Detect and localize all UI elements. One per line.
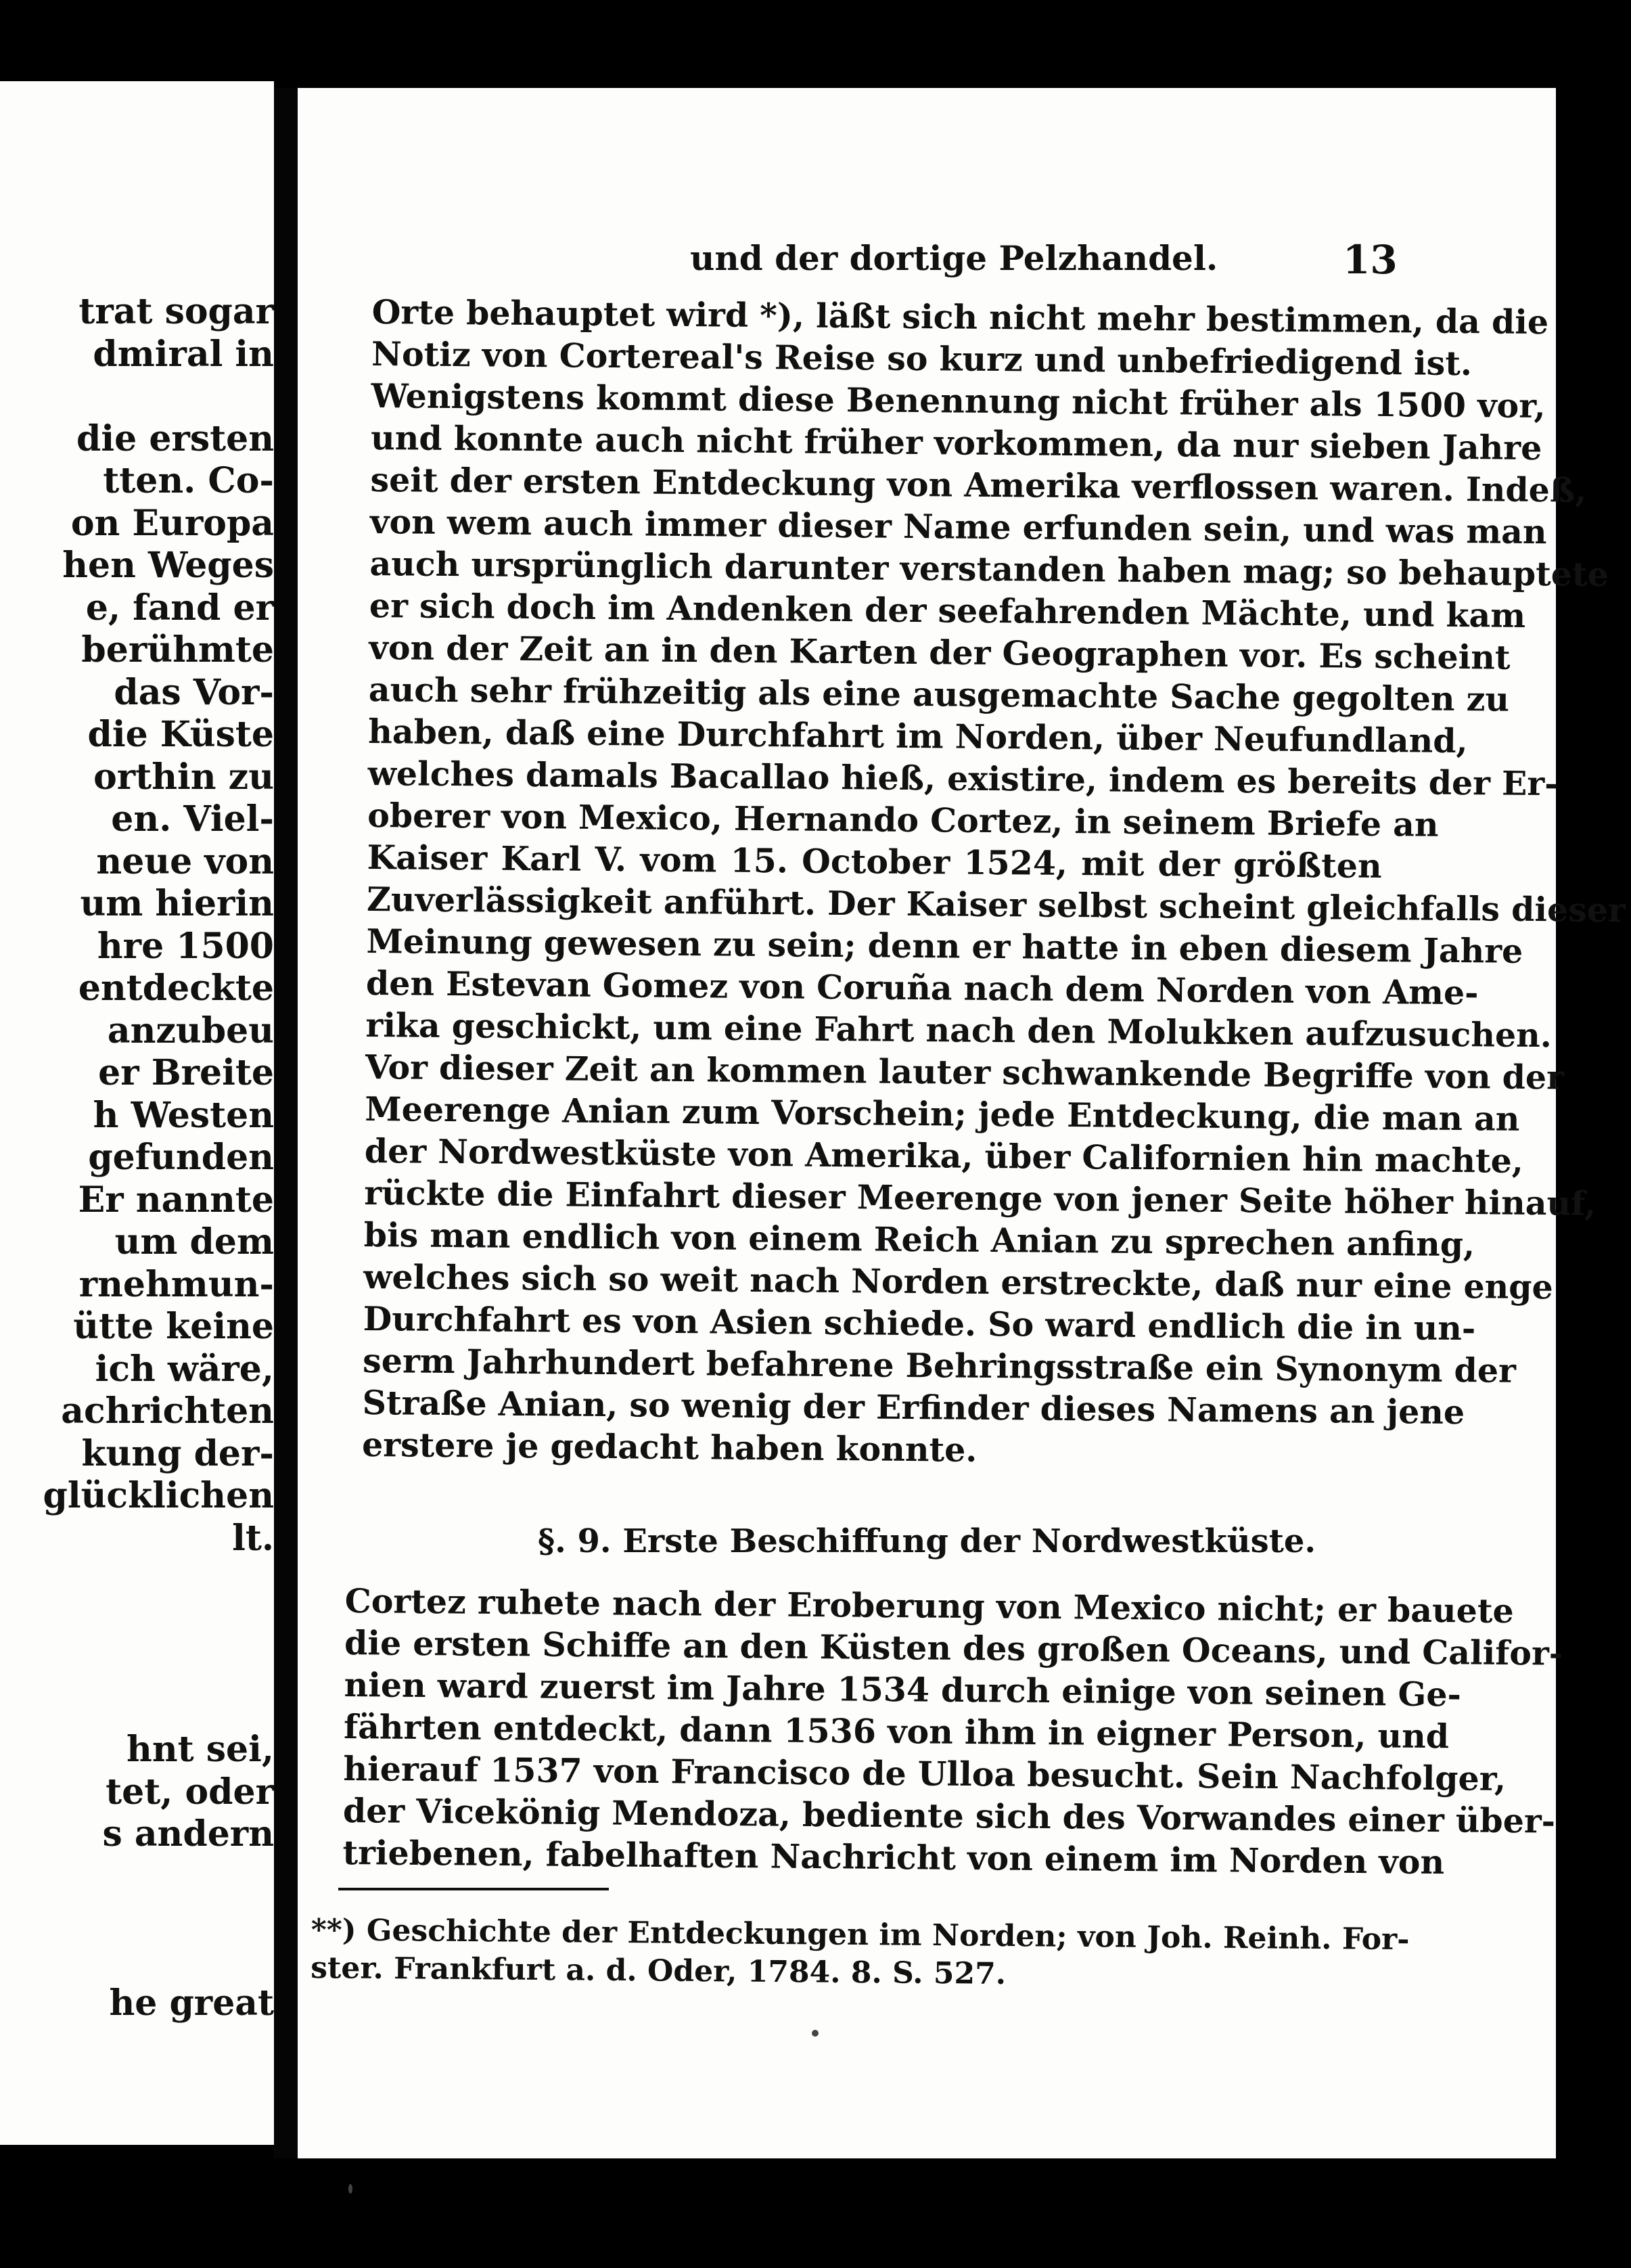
text-line: rückte die Einfahrt dieser Meerenge von jener Seite höher hinauf,: [364, 1173, 1596, 1223]
left-page-line: e, fand er: [85, 587, 274, 629]
text-line: haben, daß eine Durchfahrt im Norden, über Neufundland,: [368, 711, 1468, 761]
text-line: die ersten Schiffe an den Küsten des großen Oceans, und Califor-: [344, 1623, 1563, 1673]
left-page-line: achrichten: [61, 1390, 274, 1432]
main-page: [298, 88, 1626, 2158]
text-line: nien ward zuerst im Jahre 1534 durch einige von seinen Ge-: [344, 1664, 1462, 1715]
text-line: den Estevan Gomez von Coruña nach dem Norden von Ame-: [365, 963, 1479, 1013]
left-page-line: entdeckte: [78, 968, 274, 1009]
left-page-fragment: [0, 81, 274, 2145]
left-page-line: neue von: [96, 840, 274, 882]
text-line: Durchfahrt es von Asien schiede. So ward endlich die in un-: [363, 1298, 1476, 1348]
left-page-line: trat sogar: [78, 291, 274, 332]
text-line: von der Zeit an in den Karten der Geographen vor. Es scheint: [369, 627, 1511, 677]
left-page-line: tet, oder: [106, 1771, 274, 1813]
left-page-line: er Breite: [98, 1052, 274, 1093]
text-line: Wenigstens kommt diese Benennung nicht früher als 1500 vor,: [371, 376, 1546, 426]
section-body-text: [342, 1580, 1563, 1882]
left-page-line: hnt sei,: [127, 1729, 274, 1770]
text-line: Meerenge Anian zum Vorschein; jede Entdeckung, die man an: [365, 1089, 1520, 1139]
left-page-line: h Westen: [93, 1094, 274, 1136]
body-text: [361, 291, 1626, 1474]
print-speck: [812, 2030, 819, 2037]
text-line: der Vicekönig Mendoza, bediente sich des Vorwandes einer über-: [342, 1790, 1556, 1841]
text-line: oberer von Mexico, Hernando Cortez, in seinem Briefe an: [367, 795, 1439, 844]
left-page-line: he great: [109, 1982, 274, 2024]
left-page-line: tten. Co-: [103, 460, 274, 501]
left-page-line: dmiral in: [93, 333, 274, 375]
left-page-line: lt.: [232, 1517, 274, 1559]
left-page-line: glücklichen: [43, 1475, 274, 1516]
left-page-line: kung der-: [81, 1432, 274, 1474]
text-line: triebenen, fabelhaften Nachricht von einem im Norden von: [342, 1832, 1445, 1882]
text-line: auch ursprünglich darunter verstanden haben mag; so behauptete: [369, 543, 1609, 594]
text-line: rika geschickt, um eine Fahrt nach den Molukken aufzusuchen.: [365, 1005, 1553, 1056]
text-line: erstere je gedacht haben konnte.: [361, 1424, 978, 1470]
text-line: auch sehr frühzeitig als eine ausgemachte Sache gegolten zu: [368, 669, 1510, 719]
text-line: fährten entdeckt, dann 1536 von ihm in eigner Person, und: [343, 1706, 1450, 1756]
text-line: Cortez ruhete nach der Eroberung von Mexico nicht; er bauete: [344, 1581, 1514, 1631]
left-page-line: um hierin: [80, 883, 274, 924]
book-gutter: [274, 88, 301, 2158]
left-page-line: ütte keine: [73, 1306, 274, 1347]
left-page-line: ich wäre,: [95, 1348, 274, 1390]
footnote-rule: [338, 1888, 609, 1890]
left-page-line: gefunden: [88, 1137, 274, 1178]
text-line: serm Jahrhundert befahrene Behringsstraße ein Synonym der: [362, 1340, 1517, 1390]
footnote: [311, 1911, 1410, 1997]
text-line: seit der ersten Entdeckung von Amerika verflossen waren. Indeß,: [370, 459, 1587, 510]
left-page-line: Er nannte: [78, 1179, 274, 1221]
left-page-line: rnehmun-: [78, 1263, 274, 1305]
text-line: Notiz von Cortereal's Reise so kurz und unbefriedigend ist.: [371, 334, 1473, 384]
running-head: [298, 237, 1556, 283]
left-page-line: en. Viel-: [111, 798, 274, 840]
left-page-line: s andern: [102, 1813, 274, 1855]
text-line: Meinung gewesen zu sein; denn er hatte in eben diesem Jahre: [366, 921, 1523, 971]
text-line: hierauf 1537 von Francisco de Ulloa besucht. Sein Nachfolger,: [343, 1748, 1507, 1798]
text-line: welches sich so weit nach Norden erstreckte, daß nur eine enge: [363, 1256, 1553, 1307]
left-page-line: die ersten: [76, 417, 274, 459]
text-line: Zuverlässigkeit anführt. Der Kaiser selbst scheint gleichfalls dieser: [366, 879, 1626, 930]
left-page-line: on Europa: [70, 502, 274, 544]
text-line: er sich doch im Andenken der seefahrenden Mächte, und kam: [369, 585, 1526, 635]
text-line: ster. Frankfurt a. d. Oder, 1784. 8. S. 527.: [311, 1950, 1007, 1991]
text-line: von wem auch immer dieser Name erfunden sein, und was man: [369, 501, 1547, 552]
text-line: Orte behauptet wird *), läßt sich nicht mehr bestimmen, da die: [371, 292, 1549, 342]
section-heading: §. 9. Erste Beschiffung der Nordwestküste.: [538, 1522, 1316, 1560]
text-line: welches damals Bacallao hieß, existire, indem es bereits der Er-: [367, 753, 1559, 804]
left-page-line: hen Weges: [62, 545, 274, 586]
left-page-line: das Vor-: [114, 671, 274, 713]
left-page-line: die Küste: [87, 714, 274, 755]
text-line: der Nordwestküste von Amerika, über Californien hin machte,: [364, 1131, 1524, 1181]
left-page-line: hre 1500: [97, 925, 274, 967]
text-line: **) Geschichte der Entdeckungen im Norden; von Joh. Reinh. For-: [311, 1913, 1410, 1957]
text-line: Kaiser Karl V. vom 15. October 1524, mit der größten: [367, 837, 1382, 886]
left-page-line: orthin zu: [93, 756, 274, 798]
left-page-line: anzubeu: [107, 1010, 274, 1051]
text-line: und konnte auch nicht früher vorkommen, da nur sieben Jahre: [370, 417, 1542, 468]
text-line: Straße Anian, so wenig der Erfinder dieses Namens an jene: [362, 1382, 1465, 1432]
print-speck: [348, 2184, 352, 2194]
left-page-line: berühmte: [81, 629, 274, 671]
running-title: und der dortige Pelzhandel.: [690, 238, 1218, 278]
page-number: 13: [1343, 237, 1398, 283]
text-line: Vor dieser Zeit an kommen lauter schwankende Begriffe von der: [365, 1047, 1565, 1097]
text-line: bis man endlich von einem Reich Anian zu sprechen anfing,: [363, 1215, 1475, 1265]
left-page-line: um dem: [114, 1221, 274, 1263]
